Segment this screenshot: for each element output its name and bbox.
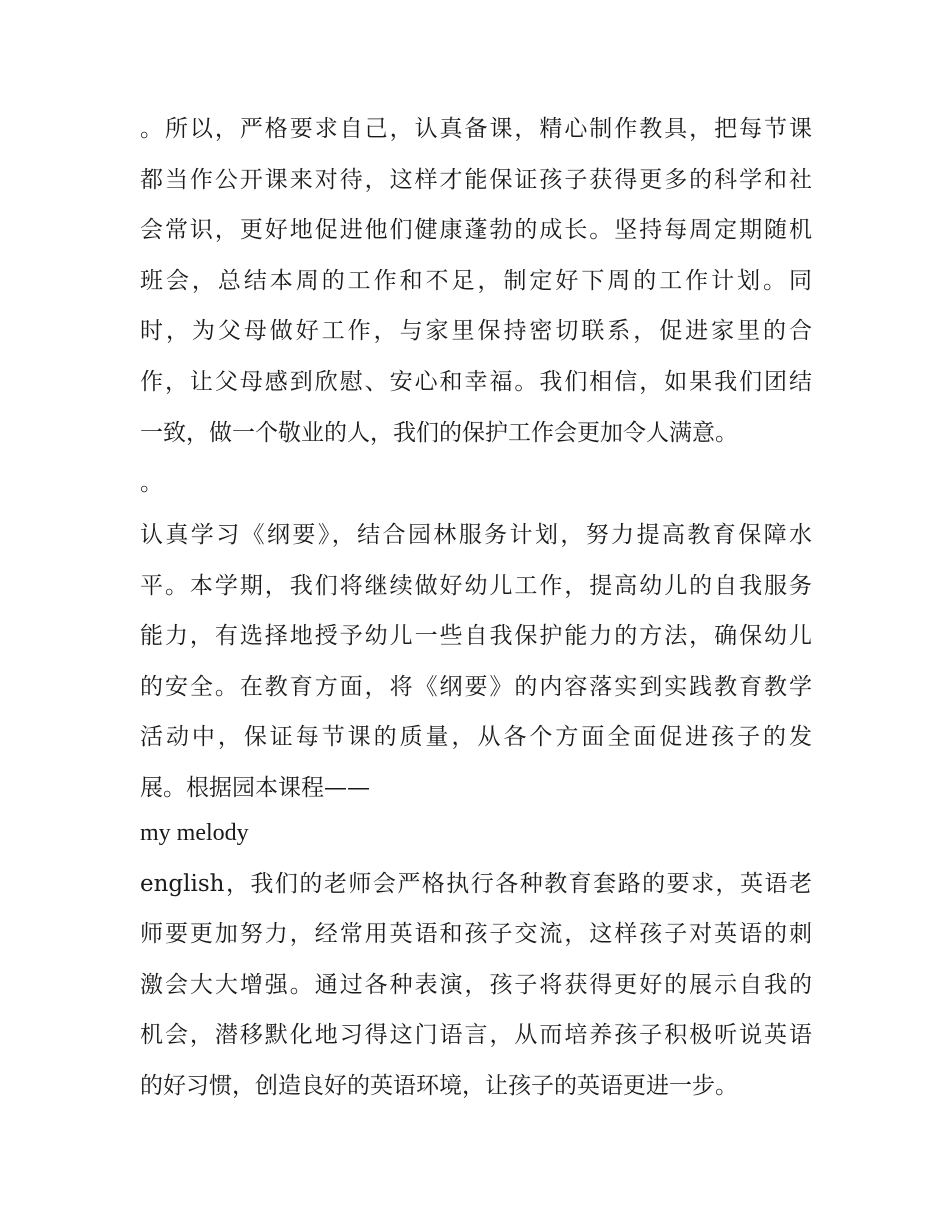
paragraph-1 — [140, 104, 812, 509]
text-line: 。 — [140, 470, 163, 497]
text-line: 活动中，保证每节课的质量，从各个方面全面促进孩子的发 — [140, 724, 812, 751]
text-line: 平。本学期，我们将继续做好幼儿工作，提高幼儿的自我服务 — [140, 572, 812, 599]
text-line: 激会大大增强。通过各种表演，孩子将获得更好的展示自我的 — [140, 971, 812, 998]
paragraph-2 — [140, 510, 812, 814]
paragraph-3-title: my melody — [140, 820, 249, 846]
text-line: 认真学习《纲要》，结合园林服务计划，努力提高教育保障水 — [140, 522, 812, 548]
text-line: 的安全。在教育方面，将《纲要》的内容落实到实践教育教学 — [140, 673, 812, 700]
text-line: 师要更加努力，经常用英语和孩子交流，这样孩子对英语的刺 — [140, 921, 812, 948]
text-line: 展。根据园本课程—— — [140, 774, 370, 801]
text-line: english，我们的老师会严格执行各种教育套路的要求，英语老 — [140, 870, 812, 897]
text-line: 时，为父母做好工作，与家里保持密切联系，促进家里的合 — [140, 318, 812, 345]
text-line: 会常识，更好地促进他们健康蓬勃的成长。坚持每周定期随机 — [140, 217, 812, 244]
text-line: 作，让父母感到欣慰、安心和幸福。我们相信，如果我们团结 — [140, 368, 812, 395]
text-line: 的好习惯，创造良好的英语环境，让孩子的英语更进一步。 — [140, 1072, 738, 1099]
text-line: 班会，总结本周的工作和不足，制定好下周的工作计划。同 — [140, 267, 812, 294]
text-line: 。所以，严格要求自己，认真备课，精心制作教具，把每节课 — [140, 116, 812, 142]
text-line: 能力，有选择地授予幼儿一些自我保护能力的方法，确保幼儿 — [140, 623, 812, 650]
text-line: 一致，做一个敬业的人，我们的保护工作会更加令人满意。 — [140, 419, 738, 446]
text-line: 机会，潜移默化地习得这门语言，从而培养孩子积极听说英语 — [140, 1022, 812, 1049]
text-line: 都当作公开课来对待，这样才能保证孩子获得更多的科学和社 — [140, 166, 812, 193]
paragraph-3 — [140, 808, 812, 1112]
